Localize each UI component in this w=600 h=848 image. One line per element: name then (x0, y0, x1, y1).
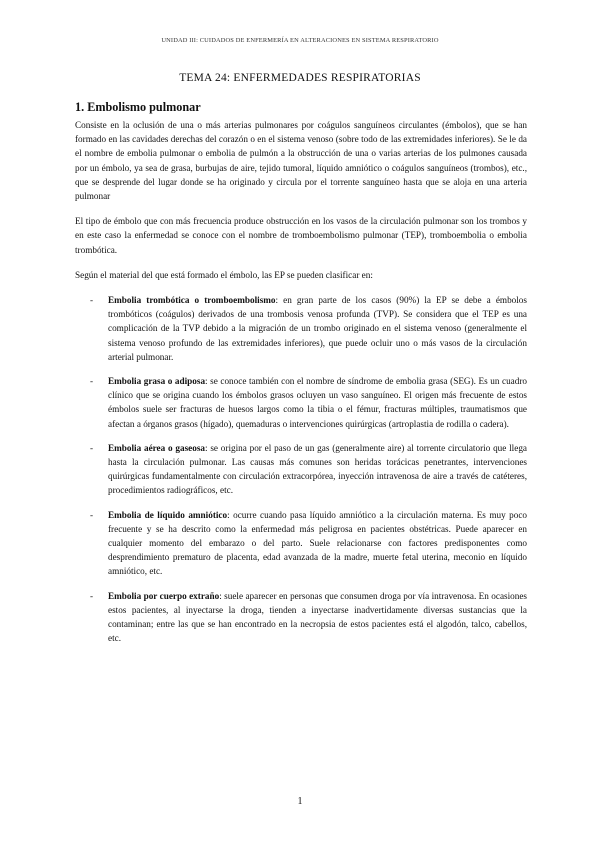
page-title: TEMA 24: ENFERMEDADES RESPIRATORIAS (179, 72, 421, 84)
list-item-term: Embolia de líquido amniótico (108, 509, 228, 520)
section-heading: 1. Embolismo pulmonar (75, 100, 201, 114)
list-item (75, 293, 527, 364)
list-item-term: Embolia por cuerpo extraño (108, 590, 220, 601)
running-header: UNIDAD III: CUIDADOS DE ENFERMERÍA EN ALTERACIONES EN SISTEMA RESPIRATORIO (161, 37, 439, 44)
paragraph: Según el material del que está formado el émbolo, las EP se pueden clasificar en: (75, 269, 373, 280)
list-bullet: - (90, 442, 94, 453)
list-item (75, 508, 527, 579)
list-item-term: Embolia trombótica o tromboembolismo (108, 295, 276, 306)
list-bullet: - (90, 295, 94, 306)
embolism-type-list (75, 293, 527, 645)
list-item-term: Embolia aérea o gaseosa (108, 442, 206, 453)
page-number: 1 (297, 796, 303, 807)
paragraph: Consiste en la oclusión de una o más arterias pulmonares por coágulos sanguíneos circulantes (émbolos), que se han formado en las cavidades derechas del corazón o en el sistema venoso (sobre todo de las extremidades inferiores). Se le da el nombre de embolia pulmonar o embolia de pulmón a la obstrucción de una o varias arterias de los pulmones causada por un émbolo, ya sea de grasa, burbujas de aire, tejido tumoral, líquido amniótico o coágulos sanguíneos (trombos), etc., que se desprende del lugar donde se ha originado y circula por el torrente sanguíneo hasta que se aloja en una arteria pulmonar (75, 120, 527, 202)
list-bullet: - (90, 376, 94, 387)
list-item-text: : se origina por el paso de un gas (generalmente aire) al torrente circulatorio que llega hasta la circulación pulmonar. Las causas más comunes son heridas torácicas penetrantes, intervenciones quirúrgicas fundamentalmente con circulación extracorpórea, inyección intravenosa de aire a través de catéteres, procedimientos radiográficos, etc. (108, 442, 527, 496)
list-bullet: - (90, 509, 94, 520)
list-item (75, 589, 527, 646)
list-item (75, 441, 527, 498)
list-item-text: : se conoce también con el nombre de síndrome de embolia grasa (SEG). Es un cuadro clínico que se origina cuando los émbolos grasos ocluyen un vaso sanguíneo. El origen más frecuente de estos émbolos suele ser fracturas de huesos largos como la tibia o el fémur, fracturas múltiples, traumatismos que afectan a órganos grasos (hígado), quemaduras o intervenciones quirúrgicas (artroplastia de rodilla o cadera). (108, 376, 527, 429)
list-item (75, 374, 527, 431)
list-item-term: Embolia grasa o adiposa (108, 376, 206, 387)
list-item-text: : en gran parte de los casos (90%) la EP se debe a émbolos trombóticos (coágulos) derivados de una trombosis venosa profunda (TVP). Se considera que el TEP es una complicación de la TVP debido a la migración de un trombo originado en el sistema venoso (generalmente el sistema venoso profundo de las extremidades inferiores), que puede ocluir uno o más vasos de la circulación arterial pulmonar. (108, 295, 527, 362)
list-item-text: : ocurre cuando pasa líquido amniótico a la circulación materna. Es muy poco frecuente y se ha descrito como la enfermedad más peligrosa en pacientes obstétricas. Puede aparecer en cualquier momento del embarazo o del parto. Suele relacionarse con factores predisponentes como desprendimiento prematuro de placenta, edad avanzada de la madre, muerte fetal uterina, meconio en líquido amniótico, etc. (108, 509, 527, 577)
paragraph: El tipo de émbolo que con más frecuencia produce obstrucción en los vasos de la circulación pulmonar son los trombos y en este caso la enfermedad se conoce con el nombre de tromboembolismo pulmonar (TEP), tromboembolia o embolia trombótica. (75, 216, 527, 255)
list-item-text: : suele aparecer en personas que consumen droga por vía intravenosa. En ocasiones estos pacientes, al inyectarse la droga, tienden a inyectarse inadvertidamente diversas sustancias que la contaminan; entre las que se han encontrado en la necropsia de estos pacientes está el algodón, talco, cabellos, etc. (108, 590, 528, 644)
list-bullet: - (90, 590, 94, 601)
document-body (75, 100, 527, 656)
